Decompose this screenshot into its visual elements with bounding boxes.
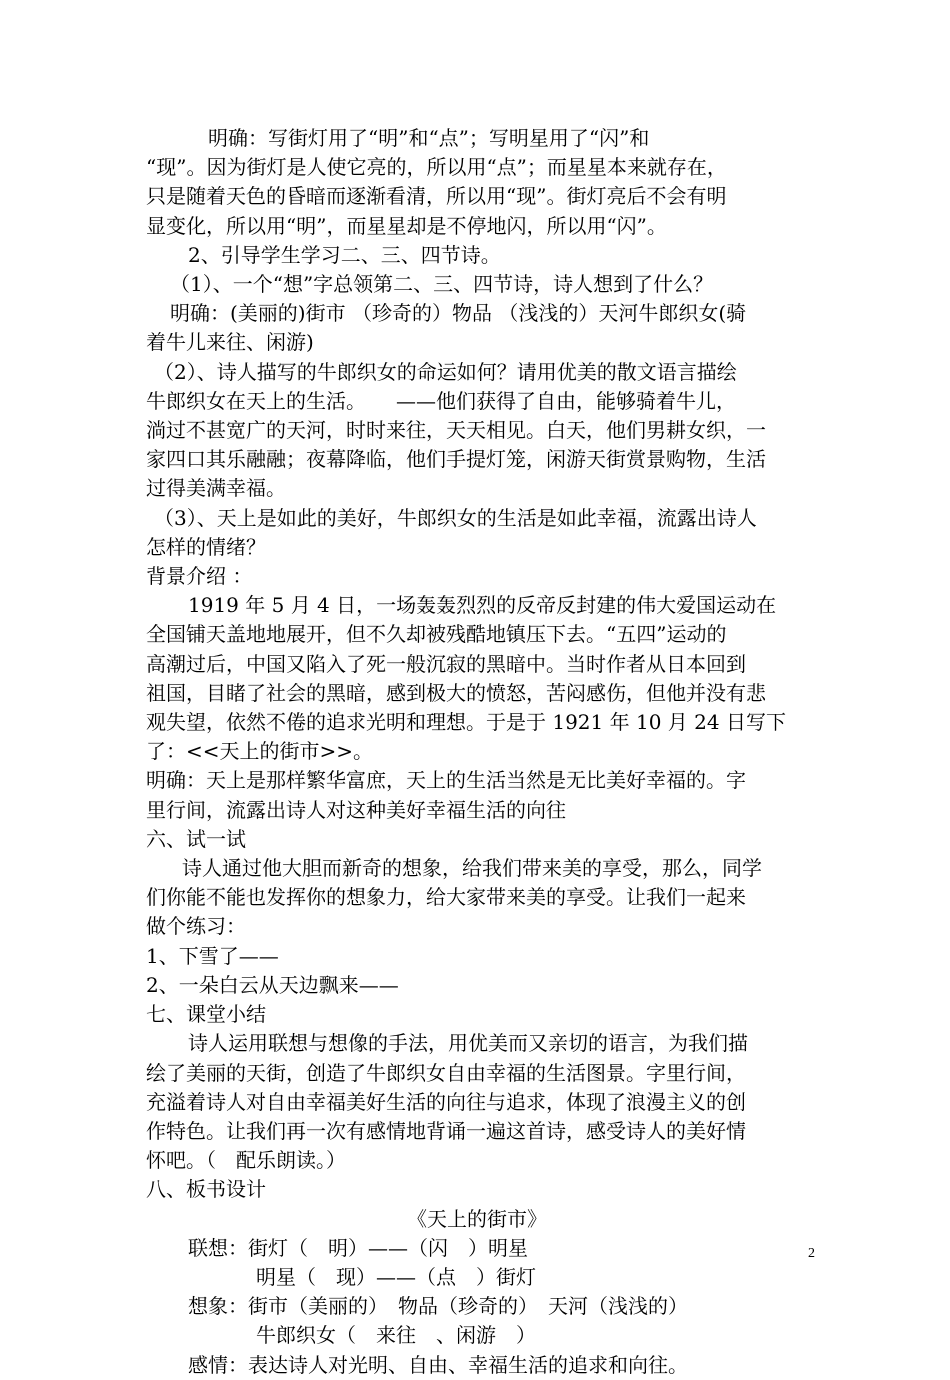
section-heading: 七、课堂小结 <box>146 1002 266 1027</box>
text-line: 做个练习： <box>146 914 246 939</box>
text-line: “现”。因为街灯是人使它亮的，所以用“点”；而星星本来就存在， <box>146 155 727 180</box>
board-title: 《天上的街市》 <box>407 1206 547 1231</box>
text-line: 作特色。让我们再一次有感情地背诵一遍这首诗，感受诗人的美好情 <box>146 1118 746 1143</box>
text-line: 牛郎织女在天上的生活。 ——他们获得了自由，能够骑着牛儿， <box>146 388 736 413</box>
section-heading: 六、试一试 <box>146 826 246 851</box>
text-line: 家四口其乐融融；夜幕降临，他们手提灯笼，闲游天街赏景购物，生活 <box>146 447 766 472</box>
board-line: 想象：街市（美丽的） 物品（珍奇的） 天河（浅浅的） <box>188 1294 688 1319</box>
page-number: 2 <box>808 1246 815 1261</box>
board-line: 明星（ 现）——（点 ）街灯 <box>256 1264 536 1289</box>
text-line: （3）、天上是如此的美好，牛郎织女的生活是如此幸福，流露出诗人 <box>154 505 757 530</box>
text-line: 1919 年 5 月 4 日，一场轰轰烈烈的反帝反封建的伟大爱国运动在 <box>188 593 777 618</box>
text-line: 只是随着天色的昏暗而逐渐看清，所以用“现”。街灯亮后不会有明 <box>146 184 727 209</box>
board-line: 牛郎织女（ 来往 、闲游 ） <box>256 1323 536 1348</box>
text-line: 着牛儿来往、闲游) <box>146 330 314 355</box>
exercise-item: 1、下雪了—— <box>146 943 279 968</box>
text-line: 诗人运用联想与想像的手法，用优美而又亲切的语言，为我们描 <box>188 1031 748 1056</box>
text-line: 绘了美丽的天街，创造了牛郎织女自由幸福的生活图景。字里行间， <box>146 1060 746 1085</box>
board-line: 联想：街灯（ 明）——（闪 ）明星 <box>188 1235 528 1260</box>
text-line: （1）、一个“想”字总领第二、三、四节诗，诗人想到了什么？ <box>170 272 714 297</box>
text-line: 明确：(美丽的)街市 （珍奇的）物品 （浅浅的）天河牛郎织女(骑 <box>170 301 747 326</box>
text-line: 明确：天上是那样繁华富庶，天上的生活当然是无比美好幸福的。字 <box>146 768 746 793</box>
text-line: 了：<<天上的街市>>。 <box>146 739 374 764</box>
text-line: 明确：写街灯用了“明”和“点”；写明星用了“闪”和 <box>208 126 650 150</box>
text-line: 淌过不甚宽广的天河，时时来往，天天相见。白天，他们男耕女织，一 <box>146 418 766 443</box>
page-content <box>146 124 808 1380</box>
exercise-item: 2、一朵白云从天边飘来—— <box>146 972 399 997</box>
text-line: 2、引导学生学习二、三、四节诗。 <box>188 242 501 267</box>
text-line: 们你能不能也发挥你的想象力，给大家带来美的享受。让我们一起来 <box>146 885 746 910</box>
text-line: 里行间，流露出诗人对这种美好幸福生活的向往 <box>146 797 566 822</box>
text-line: 高潮过后，中国又陷入了死一般沉寂的黑暗中。当时作者从日本回到 <box>146 651 746 676</box>
text-line: 诗人通过他大胆而新奇的想象，给我们带来美的享受，那么，同学 <box>182 856 762 881</box>
text-line: 全国铺天盖地地展开，但不久却被残酷地镇压下去。“五四”运动的 <box>146 622 727 647</box>
text-line: 怎样的情绪？ <box>146 534 266 559</box>
text-line: 观失望，依然不倦的追求光明和理想。于是于 1921 年 10 月 24 日写下 <box>146 710 786 735</box>
section-heading: 背景介绍 ： <box>146 564 253 589</box>
text-line: （2）、诗人描写的牛郎织女的命运如何？请用优美的散文语言描绘 <box>154 359 737 384</box>
text-line: 怀吧。（ 配乐朗读。） <box>146 1148 346 1173</box>
section-heading: 八、板书设计 <box>146 1177 266 1202</box>
text-line: 过得美满幸福。 <box>146 476 286 501</box>
text-line: 显变化，所以用“明”，而星星却是不停地闪，所以用“闪”。 <box>146 213 667 238</box>
text-line: 充溢着诗人对自由幸福美好生活的向往与追求，体现了浪漫主义的创 <box>146 1089 746 1114</box>
board-line: 感情：表达诗人对光明、自由、幸福生活的追求和向往。 <box>188 1352 688 1377</box>
text-line: 祖国，目睹了社会的黑暗，感到极大的愤怒，苦闷感伤，但他并没有悲 <box>146 680 766 705</box>
